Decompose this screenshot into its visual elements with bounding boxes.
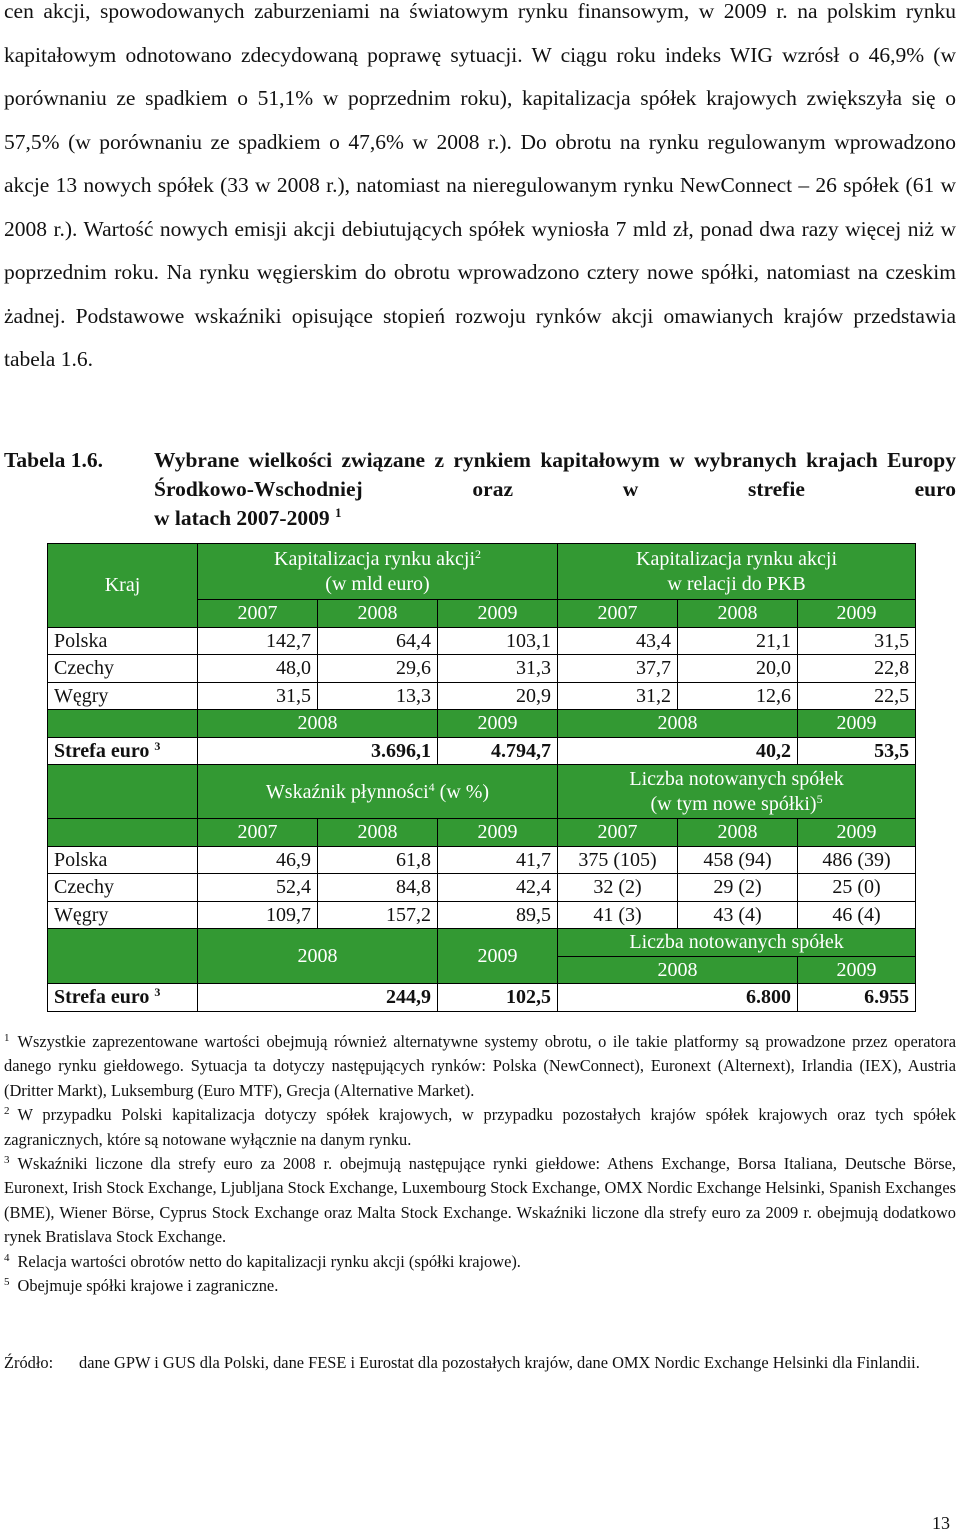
- value-cell: 109,7: [198, 901, 318, 929]
- value-cell: 102,5: [438, 984, 558, 1012]
- footnote: [4, 1274, 956, 1298]
- value-cell: 48,0: [198, 655, 318, 683]
- year-header: 2009: [798, 600, 916, 628]
- value-cell: 43,4: [558, 627, 678, 655]
- year-header: 2008: [558, 710, 798, 738]
- header-liczba-spolek-line1: Liczba notowanych spółek: [629, 767, 844, 790]
- footnote-text: Obejmuje spółki krajowe i zagraniczne.: [17, 1276, 279, 1296]
- value-cell: 31,5: [798, 627, 916, 655]
- value-cell: 25 (0): [798, 874, 916, 902]
- value-cell: 31,5: [198, 682, 318, 710]
- footnote: [4, 1103, 956, 1152]
- footnote-number: 2: [4, 1105, 10, 1118]
- body-paragraph: cen akcji, spowodowanych zaburzeniami na światowym rynku finansowym, w 2009 r. na polskim rynku kapitałowym odnotowano zdecydowaną poprawę sytuacji. W ciągu roku indeks WIG wzrósł o 46,9% (w porównaniu ze spadkiem o 51,1% w poprzednim roku), kapitalizacja spółek krajowych zwiększyła się o 57,5% (w porównaniu ze spadkiem o 47,6% w 2008 r.). Do obrotu na rynku regulowanym wprowadzono akcje 13 nowych spółek (33 w 2008 r.), natomiast na nieregulowanym rynku NewConnect – 26 spółek (61 w 2008 r.). Wartość nowych emisji akcji debiutujących spółek wyniosła 7 mld zł, ponad dwa razy więcej niż w poprzednim roku. Na rynku węgierskim do obrotu wprowadzono cztery nowe spółki, natomiast na czeskim żadnej. Podstawowe wskaźniki opisujące stopień rozwoju rynków akcji omawianych krajów przedstawia tabela 1.6.: [4, 0, 956, 371]
- year-header: 2008: [318, 819, 438, 847]
- year-header: 2009: [438, 819, 558, 847]
- value-cell: 89,5: [438, 901, 558, 929]
- empty-header-cell: [48, 929, 198, 984]
- footnote-ref: 5: [816, 791, 823, 806]
- data-table: [47, 543, 916, 1012]
- source-label: Źródło:: [4, 1353, 54, 1372]
- euro-label: Strefa euro: [54, 986, 150, 1009]
- value-cell: 3.696,1: [198, 737, 438, 765]
- value-cell: 22,5: [798, 682, 916, 710]
- footnote-ref: 2: [475, 546, 482, 561]
- table-row: [48, 682, 916, 710]
- year-header: 2007: [198, 600, 318, 628]
- header-kapitalizacja-pkb-line1: Kapitalizacja rynku akcji: [636, 547, 838, 570]
- table-row-euro: [48, 984, 916, 1012]
- empty-header-cell: [48, 765, 198, 819]
- table-title: [154, 446, 956, 533]
- value-cell: 52,4: [198, 874, 318, 902]
- year-header: 2009: [798, 956, 916, 984]
- footnote: [4, 1030, 956, 1103]
- year-header: 2009: [798, 710, 916, 738]
- value-cell: 31,3: [438, 655, 558, 683]
- table-title-line2: [154, 504, 956, 533]
- header-kraj: Kraj: [48, 544, 198, 628]
- empty-header-cell: [48, 710, 198, 738]
- table-row: [48, 874, 916, 902]
- table-title-line1: Wybrane wielkości związane z rynkiem kapitałowym w wybranych krajach Europy Środkowo-Wschodniej oraz w strefie euro: [154, 448, 956, 501]
- header-liczba-spolek-2: Liczba notowanych spółek: [558, 929, 916, 957]
- year-header: 2009: [438, 929, 558, 984]
- value-cell: 6.800: [558, 984, 798, 1012]
- year-header: 2009: [798, 819, 916, 847]
- header-liczba-spolek: [558, 765, 916, 819]
- value-cell: 37,7: [558, 655, 678, 683]
- footnote-ref: 4: [428, 779, 435, 794]
- value-cell: 32 (2): [558, 874, 678, 902]
- country-cell: Polska: [48, 627, 198, 655]
- country-cell: Czechy: [48, 874, 198, 902]
- value-cell: 12,6: [678, 682, 798, 710]
- table-number: Tabela 1.6.: [4, 448, 103, 472]
- value-cell: 6.955: [798, 984, 916, 1012]
- table-title-years: w latach 2007-2009: [154, 506, 330, 530]
- value-cell: 244,9: [198, 984, 438, 1012]
- value-cell: 61,8: [318, 846, 438, 874]
- footnote-text: Relacja wartości obrotów netto do kapitalizacji rynku akcji (spółki krajowe).: [17, 1251, 521, 1271]
- footnote: [4, 1152, 956, 1250]
- footnote-number: 4: [4, 1251, 10, 1264]
- table-row: [48, 846, 916, 874]
- page-number: 13: [932, 1513, 950, 1533]
- value-cell: 40,2: [558, 737, 798, 765]
- header-liczba-spolek-line2: (w tym nowe spółki): [650, 792, 817, 815]
- year-header: 2009: [438, 710, 558, 738]
- value-cell: 64,4: [318, 627, 438, 655]
- year-header: 2007: [558, 600, 678, 628]
- value-cell: 31,2: [558, 682, 678, 710]
- footnote-number: 5: [4, 1276, 10, 1289]
- value-cell: 53,5: [798, 737, 916, 765]
- value-cell: 20,0: [678, 655, 798, 683]
- year-header: 2009: [438, 600, 558, 628]
- value-cell: 29 (2): [678, 874, 798, 902]
- header-wskaznik-unit: (w %): [439, 780, 490, 803]
- year-header: 2008: [198, 710, 438, 738]
- footnote-ref: 1: [334, 505, 342, 520]
- footnote-ref: 3: [154, 985, 161, 1000]
- header-kapitalizacja: [198, 544, 558, 600]
- value-cell: 20,9: [438, 682, 558, 710]
- value-cell: 43 (4): [678, 901, 798, 929]
- table-row: [48, 655, 916, 683]
- country-cell: Węgry: [48, 901, 198, 929]
- header-kapitalizacja-label: Kapitalizacja rynku akcji: [274, 547, 476, 570]
- footnote-ref: 3: [154, 738, 161, 753]
- value-cell: 46 (4): [798, 901, 916, 929]
- year-header: 2008: [678, 819, 798, 847]
- value-cell: 13,3: [318, 682, 438, 710]
- footnotes: [4, 1030, 956, 1298]
- header-wskaznik-label: Wskaźnik płynności: [265, 780, 429, 803]
- value-cell: 41,7: [438, 846, 558, 874]
- value-cell: 41 (3): [558, 901, 678, 929]
- euro-label-cell: [48, 984, 198, 1012]
- year-header: 2008: [318, 600, 438, 628]
- year-header: 2008: [558, 956, 798, 984]
- value-cell: 4.794,7: [438, 737, 558, 765]
- value-cell: 103,1: [438, 627, 558, 655]
- euro-label-cell: [48, 737, 198, 765]
- page: [4, 0, 956, 382]
- country-cell: Polska: [48, 846, 198, 874]
- value-cell: 84,8: [318, 874, 438, 902]
- country-cell: Czechy: [48, 655, 198, 683]
- year-header: 2007: [198, 819, 318, 847]
- year-header: 2008: [198, 929, 438, 984]
- value-cell: 458 (94): [678, 846, 798, 874]
- footnote: [4, 1250, 956, 1274]
- empty-header-cell: [48, 819, 198, 847]
- header-kapitalizacja-unit: (w mld euro): [325, 572, 430, 595]
- value-cell: 486 (39): [798, 846, 916, 874]
- value-cell: 29,6: [318, 655, 438, 683]
- header-wskaznik: [198, 765, 558, 819]
- year-header: 2008: [678, 600, 798, 628]
- value-cell: 46,9: [198, 846, 318, 874]
- footnote-text: Wszystkie zaprezentowane wartości obejmują również alternatywne systemy obrotu, o ile takie platformy są prowadzone przez operatora danego rynku giełdowego. Sytuacja ta dotyczy następujących rynków: Polska (NewConnect), Euronext (Alternext), Irlandia (IEX), Austria (Dritter Markt), Luksemburg (Euro MTF), Grecja (Alternative Market).: [4, 1032, 956, 1100]
- euro-label: Strefa euro: [54, 739, 150, 762]
- value-cell: 375 (105): [558, 846, 678, 874]
- value-cell: 21,1: [678, 627, 798, 655]
- table-row: [48, 627, 916, 655]
- footnote-text: Wskaźniki liczone dla strefy euro za 2008 r. obejmują następujące rynki giełdowe: Athens Exchange, Borsa Italiana, Deutsche Börse, Euronext, Irish Stock Exchange, Ljubljana Stock Exchange, Luxembourg Stock Exchange, OMX Nordic Exchange Helsinki, Spanish Exchanges (BME), Wiener Börse, Cyprus Stock Exchange oraz Malta Stock Exchange. Wskaźniki liczone dla strefy euro za 2009 r. obejmują dodatkowo rynek Bratislava Stock Exchange.: [4, 1154, 956, 1247]
- value-cell: 42,4: [438, 874, 558, 902]
- country-cell: Węgry: [48, 682, 198, 710]
- source-text: dane GPW i GUS dla Polski, dane FESE i Eurostat dla pozostałych krajów, dane OMX Nordic Exchange Helsinki dla Finlandii.: [79, 1353, 920, 1372]
- value-cell: 157,2: [318, 901, 438, 929]
- header-kapitalizacja-pkb: [558, 544, 916, 600]
- value-cell: 142,7: [198, 627, 318, 655]
- footnote-number: 3: [4, 1154, 10, 1167]
- header-kapitalizacja-pkb-line2: w relacji do PKB: [667, 572, 806, 595]
- year-header: 2007: [558, 819, 678, 847]
- footnote-number: 1: [4, 1032, 10, 1044]
- table-row-euro: [48, 737, 916, 765]
- footnote-text: W przypadku Polski kapitalizacja dotyczy spółek krajowych, w przypadku pozostałych krajów spółek krajowych oraz tych spółek zagranicznych, które są notowane wyłącznie na danym rynku.: [4, 1105, 956, 1149]
- table-row: [48, 901, 916, 929]
- value-cell: 22,8: [798, 655, 916, 683]
